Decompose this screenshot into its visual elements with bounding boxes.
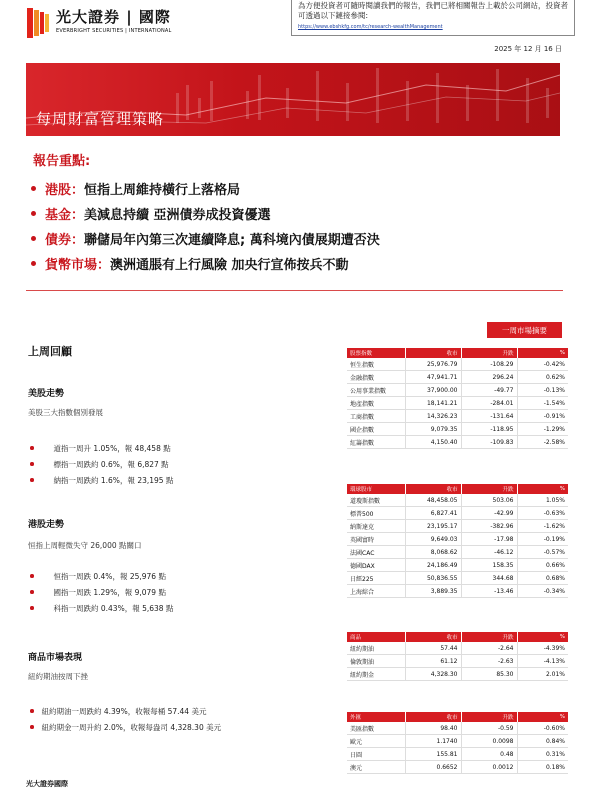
table-cell: 48,458.05: [405, 494, 461, 507]
review-title: 上周回顧: [28, 345, 72, 358]
table-row: [347, 585, 568, 598]
table-cell: 金融指數: [347, 371, 405, 384]
us-stocks-title: 美股走勢: [28, 389, 65, 399]
table-cell: 紅籌指數: [347, 436, 405, 449]
bullet-icon: [31, 186, 36, 191]
highlight-separator: ：: [71, 233, 85, 248]
highlight-category: 基金: [45, 208, 72, 223]
table-cell: -0.91%: [517, 410, 568, 423]
list-item: [28, 568, 173, 584]
table-row: [347, 546, 568, 559]
table-cell: 18,141.21: [405, 397, 461, 410]
table-cell: 歐元: [347, 735, 405, 748]
table-row: [347, 397, 568, 410]
list-item-text: 紐約期金一周升約 2.0%，收報每盎司 4,328.30 美元: [41, 722, 222, 732]
highlight-text: 恒指上周維持橫行上落格局: [84, 183, 241, 198]
table-row: [347, 735, 568, 748]
table-cell: 恒生指數: [347, 358, 405, 371]
list-item: [28, 719, 221, 735]
highlight-item: [31, 201, 380, 226]
table-cell: 上海綜合: [347, 585, 405, 598]
column-header: 環球股市: [347, 484, 405, 494]
table-cell: 47,941.71: [405, 371, 461, 384]
table-cell: -46.12: [461, 546, 517, 559]
commodity-table: [347, 632, 568, 681]
table-cell: -0.57%: [517, 546, 568, 559]
table-cell: -382.96: [461, 520, 517, 533]
bullet-icon: [30, 709, 34, 713]
research-link[interactable]: https://www.ebshkfg.com/tc/research-wealthManagement: [298, 24, 443, 30]
table-header-row: [347, 348, 568, 358]
table-row: [347, 572, 568, 585]
table-cell: 344.68: [461, 572, 517, 585]
table-cell: 9,649.03: [405, 533, 461, 546]
table-cell: 0.84%: [517, 735, 568, 748]
table-cell: 公用事業指數: [347, 384, 405, 397]
table-row: [347, 358, 568, 371]
highlight-separator: ：: [71, 183, 85, 198]
column-header: 收市: [405, 632, 461, 642]
table-row: [347, 494, 568, 507]
table-cell: -118.95: [461, 423, 517, 436]
table-row: [347, 423, 568, 436]
table-cell: -1.29%: [517, 423, 568, 436]
hk-stocks-desc: 恒指上周輕微失守 26,000 點關口: [28, 541, 142, 550]
table-cell: 道瓊斯指數: [347, 494, 405, 507]
table-row: [347, 722, 568, 735]
column-header: 收市: [405, 712, 461, 722]
table-cell: 法國CAC: [347, 546, 405, 559]
column-header: 升跌: [461, 484, 517, 494]
table-cell: 地產指數: [347, 397, 405, 410]
table-cell: 國企指數: [347, 423, 405, 436]
highlight-item: [31, 251, 380, 276]
list-item: [28, 600, 173, 616]
table-cell: -1.54%: [517, 397, 568, 410]
table-row: [347, 371, 568, 384]
global-indices-table: [347, 484, 568, 598]
table-cell: 3,889.35: [405, 585, 461, 598]
highlight-category: 貨幣市場: [45, 258, 98, 273]
table-cell: -0.19%: [517, 533, 568, 546]
table-cell: -0.63%: [517, 507, 568, 520]
table-cell: 納斯達克: [347, 520, 405, 533]
table-cell: 25,976.79: [405, 358, 461, 371]
table-cell: -284.01: [461, 397, 517, 410]
report-banner: [26, 63, 560, 136]
table-cell: 98.40: [405, 722, 461, 735]
table-cell: 50,836.55: [405, 572, 461, 585]
report-date: 2025 年 12 月 16 日: [494, 45, 562, 53]
table-cell: 紐約期油: [347, 642, 405, 655]
table-cell: -0.59: [461, 722, 517, 735]
column-header: 商品: [347, 632, 405, 642]
highlight-category: 港股: [45, 183, 72, 198]
table-cell: 37,900.00: [405, 384, 461, 397]
column-header: 收市: [405, 348, 461, 358]
us-stocks-desc: 美股三大指數個別發展: [28, 408, 103, 417]
table-row: [347, 668, 568, 681]
table-cell: 158.35: [461, 559, 517, 572]
table-cell: -1.62%: [517, 520, 568, 533]
bullet-icon: [31, 211, 36, 216]
table-cell: 61.12: [405, 655, 461, 668]
column-header: 股票指數: [347, 348, 405, 358]
bullet-icon: [31, 236, 36, 241]
list-item: [28, 584, 173, 600]
bullet-icon: [30, 462, 34, 466]
table-cell: 8,068.62: [405, 546, 461, 559]
table-cell: 57.44: [405, 642, 461, 655]
highlight-category: 債券: [45, 233, 72, 248]
table-cell: -2.58%: [517, 436, 568, 449]
commodity-desc: 紐約期油按周下挫: [28, 672, 88, 681]
highlight-text: 澳洲通脹有上行風險 加央行宣佈按兵不動: [110, 258, 349, 273]
report-notice-box: [291, 0, 575, 36]
table-cell: 英國富時: [347, 533, 405, 546]
list-item-text: 科指一周跌約 0.43%，報 5,638 點: [53, 603, 174, 613]
commodity-list: [28, 703, 221, 735]
column-header: 升跌: [461, 348, 517, 358]
table-cell: 85.30: [461, 668, 517, 681]
highlight-separator: ：: [71, 208, 85, 223]
brand-name-en: EVERBRIGHT SECURITIES | INTERNATIONAL: [56, 28, 172, 34]
table-row: [347, 642, 568, 655]
table-cell: -4.13%: [517, 655, 568, 668]
column-header: 升跌: [461, 712, 517, 722]
list-item: [28, 472, 173, 488]
bullet-icon: [30, 590, 34, 594]
hk-indices-table: [347, 348, 568, 449]
bullet-icon: [30, 606, 34, 610]
table-cell: 德國DAX: [347, 559, 405, 572]
table-cell: 工商指數: [347, 410, 405, 423]
highlight-item: [31, 176, 380, 201]
bullet-icon: [30, 446, 34, 450]
list-item-text: 國指一周跌 1.29%，報 9,079 點: [53, 587, 166, 597]
table-cell: 1.05%: [517, 494, 568, 507]
table-cell: -131.64: [461, 410, 517, 423]
table-cell: 296.24: [461, 371, 517, 384]
hk-stocks-title: 港股走勢: [28, 520, 65, 530]
table-header-row: [347, 632, 568, 642]
bullet-icon: [30, 574, 34, 578]
table-cell: 美匯指數: [347, 722, 405, 735]
section-divider: [26, 290, 563, 291]
table-cell: -49.77: [461, 384, 517, 397]
table-cell: 0.66%: [517, 559, 568, 572]
table-cell: -108.29: [461, 358, 517, 371]
table-cell: 23,195.17: [405, 520, 461, 533]
bullet-icon: [30, 725, 34, 729]
table-row: [347, 384, 568, 397]
table-row: [347, 559, 568, 572]
table-cell: 標普500: [347, 507, 405, 520]
table-cell: -0.13%: [517, 384, 568, 397]
list-item-text: 恒指一周跌 0.4%，報 25,976 點: [53, 571, 166, 581]
highlight-text: 美減息持續 亞洲債券成投資優選: [84, 208, 271, 223]
table-cell: 2.01%: [517, 668, 568, 681]
table-cell: 24,186.49: [405, 559, 461, 572]
table-cell: 0.48: [461, 748, 517, 761]
table-row: [347, 655, 568, 668]
table-cell: -4.39%: [517, 642, 568, 655]
table-cell: 倫敦期油: [347, 655, 405, 668]
table-cell: -0.42%: [517, 358, 568, 371]
table-cell: -42.99: [461, 507, 517, 520]
column-header: 升跌: [461, 632, 517, 642]
table-row: [347, 436, 568, 449]
table-cell: 4,150.40: [405, 436, 461, 449]
table-row: [347, 410, 568, 423]
banner-title: 每周財富管理策略: [36, 110, 165, 128]
footer-brand: 光大證券國際: [26, 780, 68, 788]
column-header: %: [517, 632, 568, 642]
table-cell: 0.31%: [517, 748, 568, 761]
table-cell: 日圓: [347, 748, 405, 761]
hk-stocks-list: [28, 568, 173, 616]
weekly-summary-label: 一周市場摘要: [487, 322, 562, 338]
table-cell: 1.1740: [405, 735, 461, 748]
list-item-text: 標指一周跌約 0.6%，報 6,827 點: [53, 459, 169, 469]
table-cell: 155.81: [405, 748, 461, 761]
highlight-item: [31, 226, 380, 251]
highlights-list: [31, 176, 380, 276]
bullet-icon: [30, 478, 34, 482]
table-row: [347, 761, 568, 774]
list-item-text: 紐約期油一周跌約 4.39%，收報每桶 57.44 美元: [41, 706, 207, 716]
list-item-text: 道指一周升 1.05%，報 48,458 點: [53, 443, 171, 453]
table-cell: -109.83: [461, 436, 517, 449]
table-cell: 0.18%: [517, 761, 568, 774]
table-row: [347, 520, 568, 533]
list-item: [28, 440, 173, 456]
commodity-title: 商品市場表現: [28, 653, 83, 663]
brand-logo-icon: [27, 8, 49, 38]
column-header: 收市: [405, 484, 461, 494]
highlight-separator: ：: [97, 258, 111, 273]
table-cell: -2.63: [461, 655, 517, 668]
table-cell: 6,827.41: [405, 507, 461, 520]
column-header: %: [517, 348, 568, 358]
table-cell: 4,328.30: [405, 668, 461, 681]
list-item: [28, 456, 173, 472]
column-header: %: [517, 484, 568, 494]
table-header-row: [347, 484, 568, 494]
column-header: %: [517, 712, 568, 722]
table-cell: 0.6652: [405, 761, 461, 774]
us-stocks-list: [28, 440, 173, 488]
table-cell: 0.68%: [517, 572, 568, 585]
table-cell: 紐約期金: [347, 668, 405, 681]
table-cell: -0.60%: [517, 722, 568, 735]
table-cell: 0.0098: [461, 735, 517, 748]
table-header-row: [347, 712, 568, 722]
table-cell: 14,326.23: [405, 410, 461, 423]
notice-text: 為方便投資者可隨時閱讀我們的報告，我們已將相關報告上載於公司網站，投資者可透過以下鏈接參閱:: [298, 1, 568, 20]
table-cell: -17.98: [461, 533, 517, 546]
table-row: [347, 507, 568, 520]
brand-name-cn: 光大證券 | 國際: [56, 8, 171, 26]
column-header: 外匯: [347, 712, 405, 722]
table-cell: 503.06: [461, 494, 517, 507]
table-cell: 0.0012: [461, 761, 517, 774]
list-item: [28, 703, 221, 719]
table-cell: -13.46: [461, 585, 517, 598]
table-cell: 日經225: [347, 572, 405, 585]
list-item-text: 納指一周跌約 1.6%，報 23,195 點: [53, 475, 174, 485]
table-cell: -0.34%: [517, 585, 568, 598]
highlights-title: 報告重點:: [33, 154, 91, 169]
bullet-icon: [31, 261, 36, 266]
table-row: [347, 748, 568, 761]
table-cell: 澳元: [347, 761, 405, 774]
highlight-text: 聯儲局年內第三次連續降息; 萬科境內債展期遭否決: [84, 233, 380, 248]
table-row: [347, 533, 568, 546]
forex-table: [347, 712, 568, 774]
table-cell: 9,079.35: [405, 423, 461, 436]
table-cell: -2.64: [461, 642, 517, 655]
table-cell: 0.62%: [517, 371, 568, 384]
